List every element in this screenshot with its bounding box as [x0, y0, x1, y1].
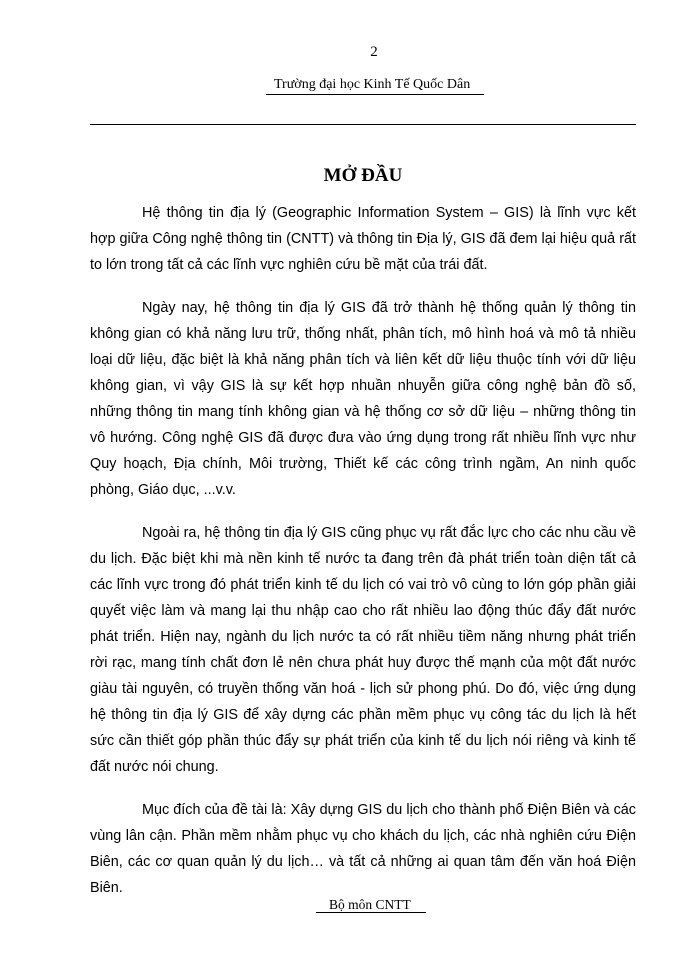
page-number: 2: [370, 44, 378, 60]
paragraph-3: Ngoài ra, hệ thông tin địa lý GIS cũng phục vụ rất đắc lực cho các nhu cầu về du lịch. Đặc biệt khi mà nền kinh tế nước ta đang trên đà phát triển toàn diện tất cả các lĩnh vực trong đó phát triển kinh tế du lịch có vai trò vô cùng to lớn góp phần giải quyết việc làm và mang lại thu nhập cao cho rất nhiều lao động thúc đẩy đất nước phát triển. Hiện nay, ngành du lịch nước ta có rất nhiều tiềm năng nhưng phát triển rời rạc, mang tính chất đơn lẻ nên chưa phát huy được thế mạnh của một đất nước giàu tài nguyên, có truyền thống văn hoá - lịch sử phong phú. Do đó, việc ứng dụng hệ thông tin địa lý GIS để xây dựng các phần mềm phục vụ công tác du lịch là hết sức cần thiết góp phần thúc đẩy sự phát triển của kinh tế du lịch nói riêng và kinh tế đất nước nói chung.: [90, 525, 636, 775]
paragraph-4: Mục đích của đề tài là: Xây dựng GIS du lịch cho thành phố Điện Biên và các vùng lân cận. Phần mềm nhằm phục vụ cho khách du lịch, các nhà nghiên cứu Điện Biên, các cơ quan quản lý du lịch… và tất cả những ai quan tâm đến văn hoá Điện Biên.: [90, 802, 636, 896]
footer-text: Bộ môn CNTT: [329, 897, 411, 912]
header-title: Trường đại học Kinh Tế Quốc Dân: [274, 77, 471, 92]
paragraph-2: Ngày nay, hệ thông tin địa lý GIS đã trở thành hệ thống quản lý thông tin không gian có khả năng lưu trữ, thống nhất, phân tích, mô hình hoá và mô tả nhiều loại dữ liệu, đặc biệt là khả năng phân tích và liên kết dữ liệu thuộc tính với dữ liệu không gian, vì vậy GIS là sự kết hợp nhuần nhuyễn giữa công nghệ bản đồ số, những thông tin mang tính không gian và hệ thống cơ sở dữ liệu – những thông tin vô hướng. Công nghệ GIS đã được đưa vào ứng dụng trong rất nhiều lĩnh vực như Quy hoạch, Địa chính, Môi trường, Thiết kế các công trình ngầm, An ninh quốc phòng, Giáo dục, ...v.v.: [90, 300, 636, 498]
document-title: MỞ ĐẦU: [323, 165, 403, 186]
footer-underline: [316, 912, 426, 913]
paragraph-1: Hệ thông tin địa lý (Geographic Information System – GIS) là lĩnh vực kết hợp giữa Công nghệ thông tin (CNTT) và thông tin Địa lý, GIS đã đem lại hiệu quả rất to lớn trong tất cả các lĩnh vực nghiên cứu bề mặt của trái đất.: [90, 205, 636, 273]
header-underline: [266, 94, 484, 95]
header-divider: [90, 124, 636, 125]
document-body: [90, 200, 636, 918]
